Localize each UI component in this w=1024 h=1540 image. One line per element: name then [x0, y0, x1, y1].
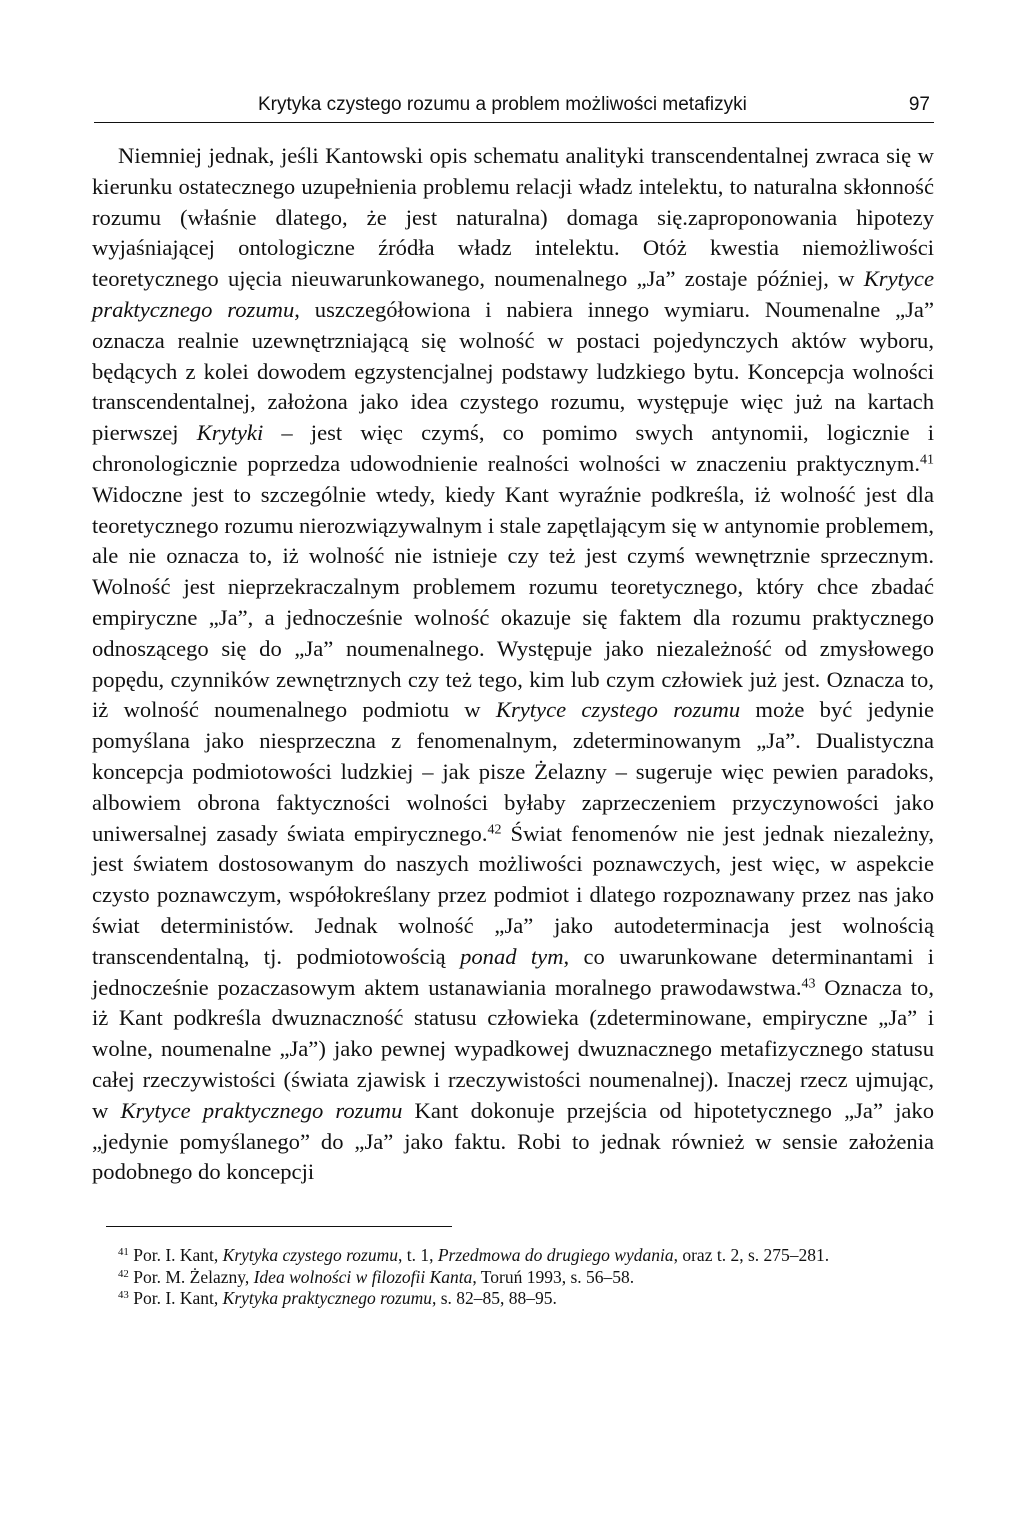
italic-title: Krytyce praktycznego rozumu [92, 266, 934, 322]
text-run: Por. I. Kant, [128, 1245, 223, 1266]
page-number: 97 [908, 94, 930, 115]
footnote-ref: 42 [487, 821, 502, 837]
text-run: , t. 1, [397, 1245, 438, 1266]
text-run: , uszczegółowiona i nabiera innego wymiaru. Noumenalne „Ja” oznacza realnie uzewnętrzniającą się wolność w postaci pojedynczych aktów wyboru, będących z kolei dowodem egzystencjalnej podstawy ludzkiego bytu. Koncepcja wolności transcendentalnej, założona jako idea czystego rozumu, występuje więc już na kartach pierwszej [92, 296, 934, 446]
text-run: Widoczne jest to szczególnie wtedy, kiedy Kant wyraźnie podkreśla, iż wolność jest dla teoretycznego rozumu nierozwiązywalnym i stale zapętlającym się w antynomie problemem, ale nie oznacza to, iż wolność nie istnieje czy też jest czymś wewnętrznie sprzecznym. Wolność jest nieprzekraczalnym problemem rozumu teoretycznego, który chce zbadać empiryczne „Ja”, a jednocześnie wolność okazuje się faktem dla rozumu praktycznego odnoszącego się do „Ja” noumenalnego. Występuje jako niezależność od zmysłowego popędu, czynników zewnętrznych czy też tego, kim lub czym człowiek już jest. Oznacza to, iż wolność noumenalnego podmiotu w [92, 481, 934, 723]
footnote-separator [106, 1226, 452, 1227]
italic-title: Krytyce praktycznego rozumu [120, 1097, 403, 1123]
italic-title: Krytyki [196, 420, 264, 446]
text-run: Por. M. Żelazny, [128, 1266, 254, 1287]
text-run: może być jedynie pomyślana jako niesprzeczna z fenomenalnym, zdeterminowanym „Ja”. Dualistyczna koncepcja podmiotowości ludzkiej – jak pisze Żelazny – sugeruje więc pewien paradoks, albowiem obrona faktyczności wolności byłaby zaprzeczeniem przyczynowości jako uniwersalnej zasady świata empirycznego. [92, 697, 934, 846]
footnote-42 [92, 1267, 934, 1289]
italic-title: Krytyka praktycznego rozumu [222, 1288, 432, 1309]
italic-title: Idea wolności w filozofii Kanta [253, 1266, 473, 1287]
text-run: – jest więc czymś, co pomimo swych antynomii, logicznie i chronologicznie poprzedza udowodnienie realności wolności w znaczeniu praktycznym. [92, 420, 935, 476]
book-page [92, 88, 934, 1310]
footnote-ref: 43 [118, 1289, 129, 1302]
text-run: , oraz t. 2, s. 275–281. [673, 1245, 830, 1266]
text-run: Świat fenomenów nie jest jednak niezależny, jest światem dostosowanym do naszych możliwości poznawczych, jest więc, w aspekcie czysto poznawczym, współokreślany przez podmiot i dlatego rozpoznawany przez nas jako świat deterministów. Jednak wolność „Ja” jako autodeterminacja jest wolnością transcendentalną, tj. podmiotowością [92, 820, 934, 969]
footnote-41 [92, 1245, 934, 1267]
running-header [94, 88, 934, 123]
footnote-ref: 42 [118, 1267, 129, 1280]
main-paragraph [92, 141, 934, 1188]
footnote-ref: 41 [118, 1246, 129, 1259]
text-run: Niemniej jednak, jeśli Kantowski opis schematu analityki transcendentalnej zwraca się w kierunku ostatecznego uzupełnienia problemu relacji władz intelektu, to naturalna skłonność rozumu (właśnie dlatego, że jest naturalna) domaga się.zaproponowania hipotezy wyjaśniającej ontologiczne źródła władz intelektu. Otóż kwestia niemożliwości teoretycznego ujęcia nieuwarunkowanego, noumenalnego „Ja” zostaje później, w [92, 143, 934, 292]
italic-title: Krytyka czystego rozumu [222, 1245, 398, 1266]
text-run: Kant dokonuje przejścia od hipotetycznego „Ja” jako „jedynie pomyślanego” do „Ja” jako faktu. Robi to jednak również w sensie założenia podobnego do koncepcji [92, 1097, 934, 1185]
text-run: , s. 82–85, 88–95. [431, 1288, 557, 1309]
italic-title: Przedmowa do drugiego wydania [437, 1245, 674, 1266]
running-title: Krytyka czystego rozumu a problem możliwości metafizyki [258, 94, 747, 115]
footnote-ref: 41 [920, 452, 934, 468]
footnotes [92, 1245, 934, 1310]
text-run: Oznacza to, iż Kant podkreśla dwuznaczność statusu człowieka (zdeterminowane, empiryczne „Ja” i wolne, noumenalne „Ja”) jako pewnej wypadkowej dwuznacznego metafizycznego statusu całej rzeczywistości (świata zjawisk i rzeczywistości noumenalnej). Inaczej rzecz ujmując, w [92, 974, 934, 1123]
text-run: Por. I. Kant, [128, 1288, 223, 1309]
italic-title: Krytyce czystego rozumu [495, 697, 741, 723]
footnote-ref: 43 [801, 975, 816, 991]
italic-title: ponad tym [460, 943, 564, 969]
footnote-43 [92, 1288, 934, 1310]
text-run: , co uwarunkowane determinantami i jednocześnie pozaczasowym aktem ustanawiania moralnego prawodawstwa. [92, 943, 934, 1000]
text-run: , Toruń 1993, s. 56–58. [472, 1266, 635, 1287]
